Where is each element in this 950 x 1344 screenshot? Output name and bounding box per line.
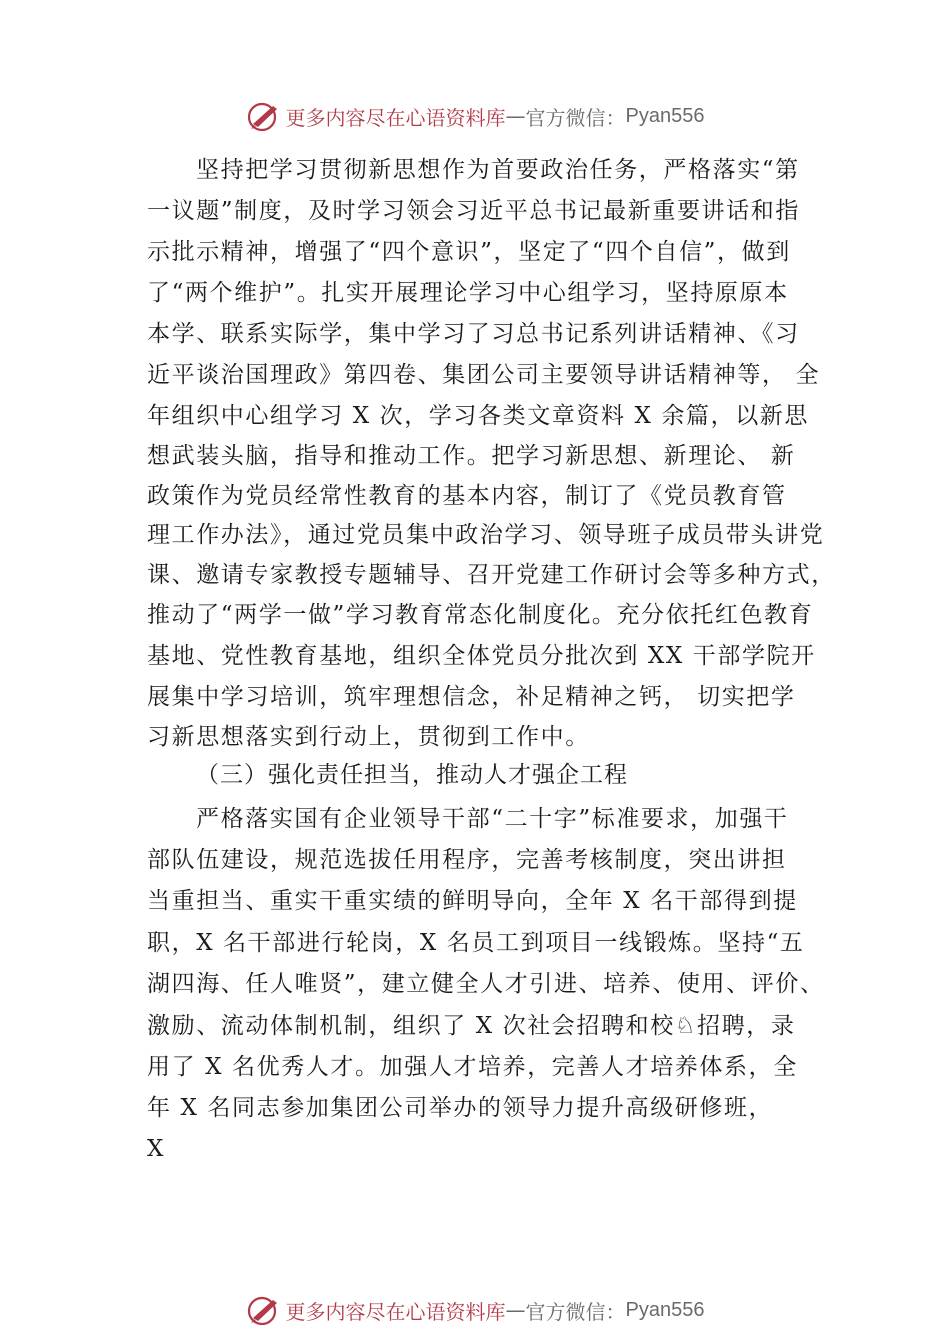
paragraph-line: 部队伍建设，规范选拔任用程序，完善考核制度，突出讲担	[147, 847, 787, 873]
section-heading: （三）强化责任担当，推动人才强企工程	[196, 762, 628, 788]
paragraph-line: 基地、党性教育基地，组织全体党员分批次到 XX 干部学院开	[147, 643, 816, 669]
paragraph-line: 一议题”制度，及时学习领会习近平总书记最新重要讲话和指	[147, 198, 800, 224]
paragraph-line: 课、邀请专家教授专题辅导、召开党建工作研讨会等多种方式，	[147, 562, 836, 588]
paragraph-line: 理工作办法》，通过党员集中政治学习、领导班子成员带头讲党	[147, 522, 825, 548]
paragraph-line: 坚持把学习贯彻新思想作为首要政治任务，严格落实“第	[196, 157, 800, 183]
paragraph-line: 用了 X 名优秀人才。加强人才培养，完善人才培养体系，全	[147, 1054, 798, 1080]
paragraph-line: 本学、联系实际学，集中学习了习总书记系列讲话精神、《习	[147, 321, 800, 347]
paragraph-line: 湖四海、任人唯贤”，建立健全人才引进、培养、使用、评价、	[147, 971, 825, 997]
paragraph-line: 展集中学习培训，筑牢理想信念，补足精神之钙， 切实把学	[147, 684, 796, 710]
pen-stamp-logo-icon	[246, 1292, 282, 1328]
paragraph-line: X	[147, 1136, 165, 1162]
paragraph-line: 近平谈治国理政》第四卷、集团公司主要领导讲话精神等， 全	[147, 362, 821, 388]
paragraph-line: 当重担当、重实干重实绩的鲜明导向，全年 X 名干部得到提	[147, 888, 798, 914]
watermark-wechat-label: 官方微信：	[525, 1299, 626, 1324]
paragraph-line: 示批示精神，增强了“四个意识”，坚定了“四个自信”，做到	[147, 239, 791, 265]
paragraph-line: 年 X 名同志参加集团公司举办的领导力提升高级研修班，	[147, 1095, 774, 1121]
watermark-dash: —	[505, 1298, 526, 1322]
paragraph-line: 严格落实国有企业领导干部“二十字”标准要求，加强干	[196, 806, 789, 832]
watermark-dash: —	[505, 104, 526, 128]
paragraph-line: 了“两个维护”。扎实开展理论学习中心组学习，坚持原原本	[147, 280, 789, 306]
watermark-wechat-id: Pyan556	[625, 104, 705, 127]
watermark-library-text: 更多内容尽在心语资料库	[285, 105, 506, 130]
paragraph-line: 年组织中心组学习 X 次，学习各类文章资料 X 余篇，以新思	[147, 403, 809, 429]
watermark-footer	[0, 1290, 950, 1330]
paragraph-line: 推动了“两学一做”学习教育常态化制度化。充分依托红色教育	[147, 602, 814, 628]
paragraph-line: 职，X 名干部进行轮岗，X 名员工到项目一线锻炼。坚持“五	[147, 930, 805, 956]
paragraph-line: 激励、流动体制机制，组织了 X 次社会招聘和校♘招聘，录	[147, 1013, 796, 1039]
paragraph-line: 想武装头脑，指导和推动工作。把学习新思想、新理论、 新	[147, 443, 796, 469]
watermark-wechat-id: Pyan556	[625, 1298, 705, 1321]
paragraph-line: 政策作为党员经常性教育的基本内容，制订了《党员教育管	[147, 483, 787, 509]
paragraph-line: 习新思想落实到行动上，贯彻到工作中。	[147, 724, 590, 750]
watermark-header	[0, 96, 950, 136]
watermark-wechat-label: 官方微信：	[525, 105, 626, 130]
watermark-library-text: 更多内容尽在心语资料库	[285, 1299, 506, 1324]
pen-stamp-logo-icon	[246, 98, 282, 134]
